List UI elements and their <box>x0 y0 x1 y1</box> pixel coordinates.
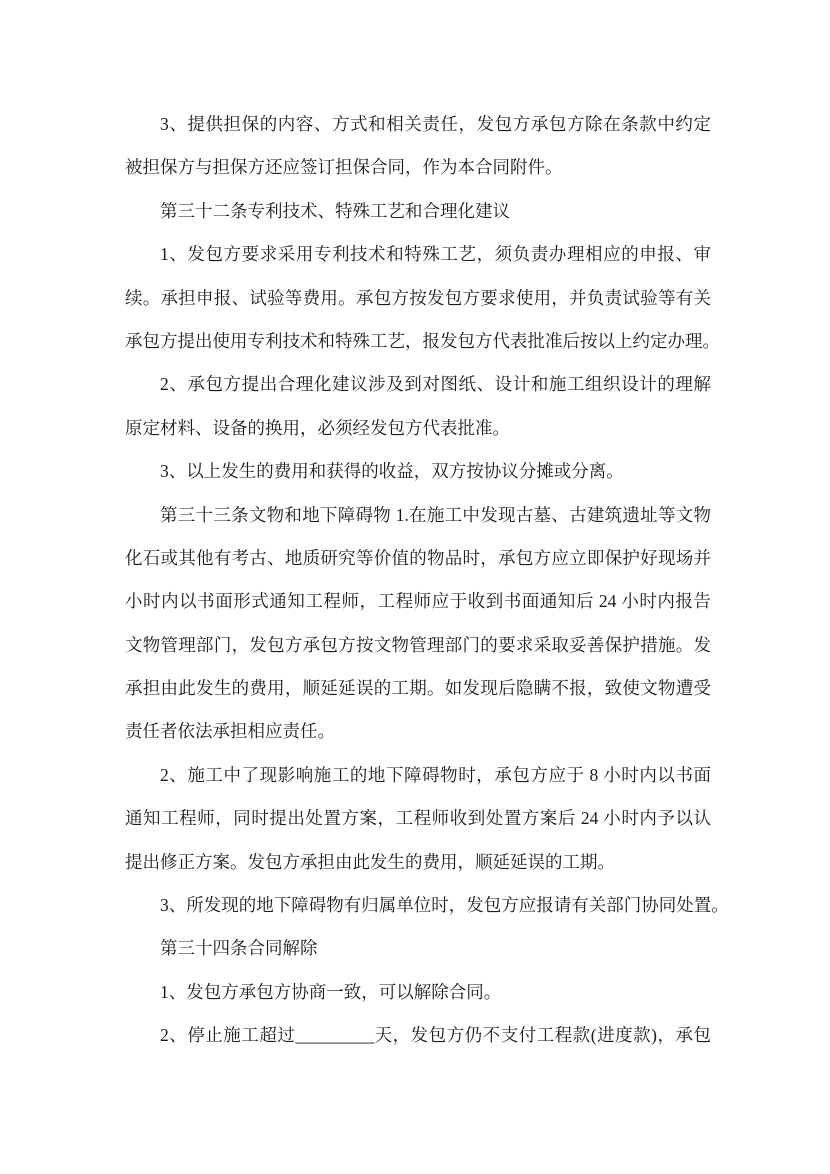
text-line: 2、停止施工超过_________天，发包方仍不支付工程款(进度款)，承包 <box>160 1025 711 1046</box>
para-article-33-1 <box>125 494 711 754</box>
para-33-2 <box>125 754 711 884</box>
text-line: 原定材料、设备的换用，必须经发包方代表批准。 <box>125 417 510 438</box>
text-line: 第三十三条文物和地下障碍物 1.在施工中发现古墓、古建筑遗址等文物 <box>160 504 711 525</box>
document-page <box>125 103 729 1058</box>
text-line: 第三十四条合同解除 <box>160 938 318 959</box>
para-32-2 <box>125 363 711 450</box>
text-line: 承包方提出使用专利技术和特殊工艺，报发包方代表批准后按以上约定办理。 <box>125 330 720 351</box>
text-line: 提出修正方案。发包方承担由此发生的费用，顺延延误的工期。 <box>125 851 615 872</box>
text-line: 第三十二条专利技术、特殊工艺和合理化建议 <box>160 200 510 221</box>
text-line: 小时内以书面形式通知工程师，工程师应于收到书面通知后 24 小时内报告 <box>125 591 711 612</box>
para-34-2 <box>125 1014 711 1057</box>
text-line: 化石或其他有考古、地质研究等价值的物品时，承包方应立即保护好现场并 <box>125 547 711 568</box>
para-guarantee-3 <box>125 103 711 190</box>
text-line: 3、以上发生的费用和获得的收益，双方按协议分摊或分离。 <box>160 461 624 482</box>
text-line: 1、发包方承包方协商一致，可以解除合同。 <box>160 981 502 1002</box>
para-33-3 <box>125 884 729 927</box>
text-line: 2、施工中了现影响施工的地下障碍物时，承包方应于 8 小时内以书面 <box>160 764 711 785</box>
text-line: 承担由此发生的费用，顺延延误的工期。如发现后隐瞒不报，致使文物遭受 <box>125 678 711 699</box>
text-line: 3、提供担保的内容、方式和相关责任，发包方承包方除在条款中约定 <box>160 114 711 134</box>
text-line: 通知工程师，同时提出处置方案，工程师收到处置方案后 24 小时内予以认 <box>125 808 711 829</box>
text-line: 1、发包方要求采用专利技术和特殊工艺，须负责办理相应的申报、审 <box>160 244 711 265</box>
text-line: 2、承包方提出合理化建议涉及到对图纸、设计和施工组织设计的理解 <box>160 374 711 395</box>
para-32-1 <box>125 233 720 363</box>
heading-article-34 <box>125 927 711 970</box>
heading-article-32 <box>125 190 711 233</box>
text-line: 文物管理部门，发包方承包方按文物管理部门的要求采取妥善保护措施。发 <box>125 634 711 655</box>
text-line: 责任者依法承担相应责任。 <box>125 721 335 742</box>
text-line: 被担保方与担保方还应签订担保合同，作为本合同附件。 <box>125 157 563 178</box>
para-32-3 <box>125 450 711 493</box>
text-line: 3、所发现的地下障碍物有归属单位时，发包方应报请有关部门协同处置。 <box>160 895 729 916</box>
para-34-1 <box>125 971 711 1014</box>
text-line: 续。承担申报、试验等费用。承包方按发包方要求使用，并负责试验等有关 <box>125 287 711 308</box>
